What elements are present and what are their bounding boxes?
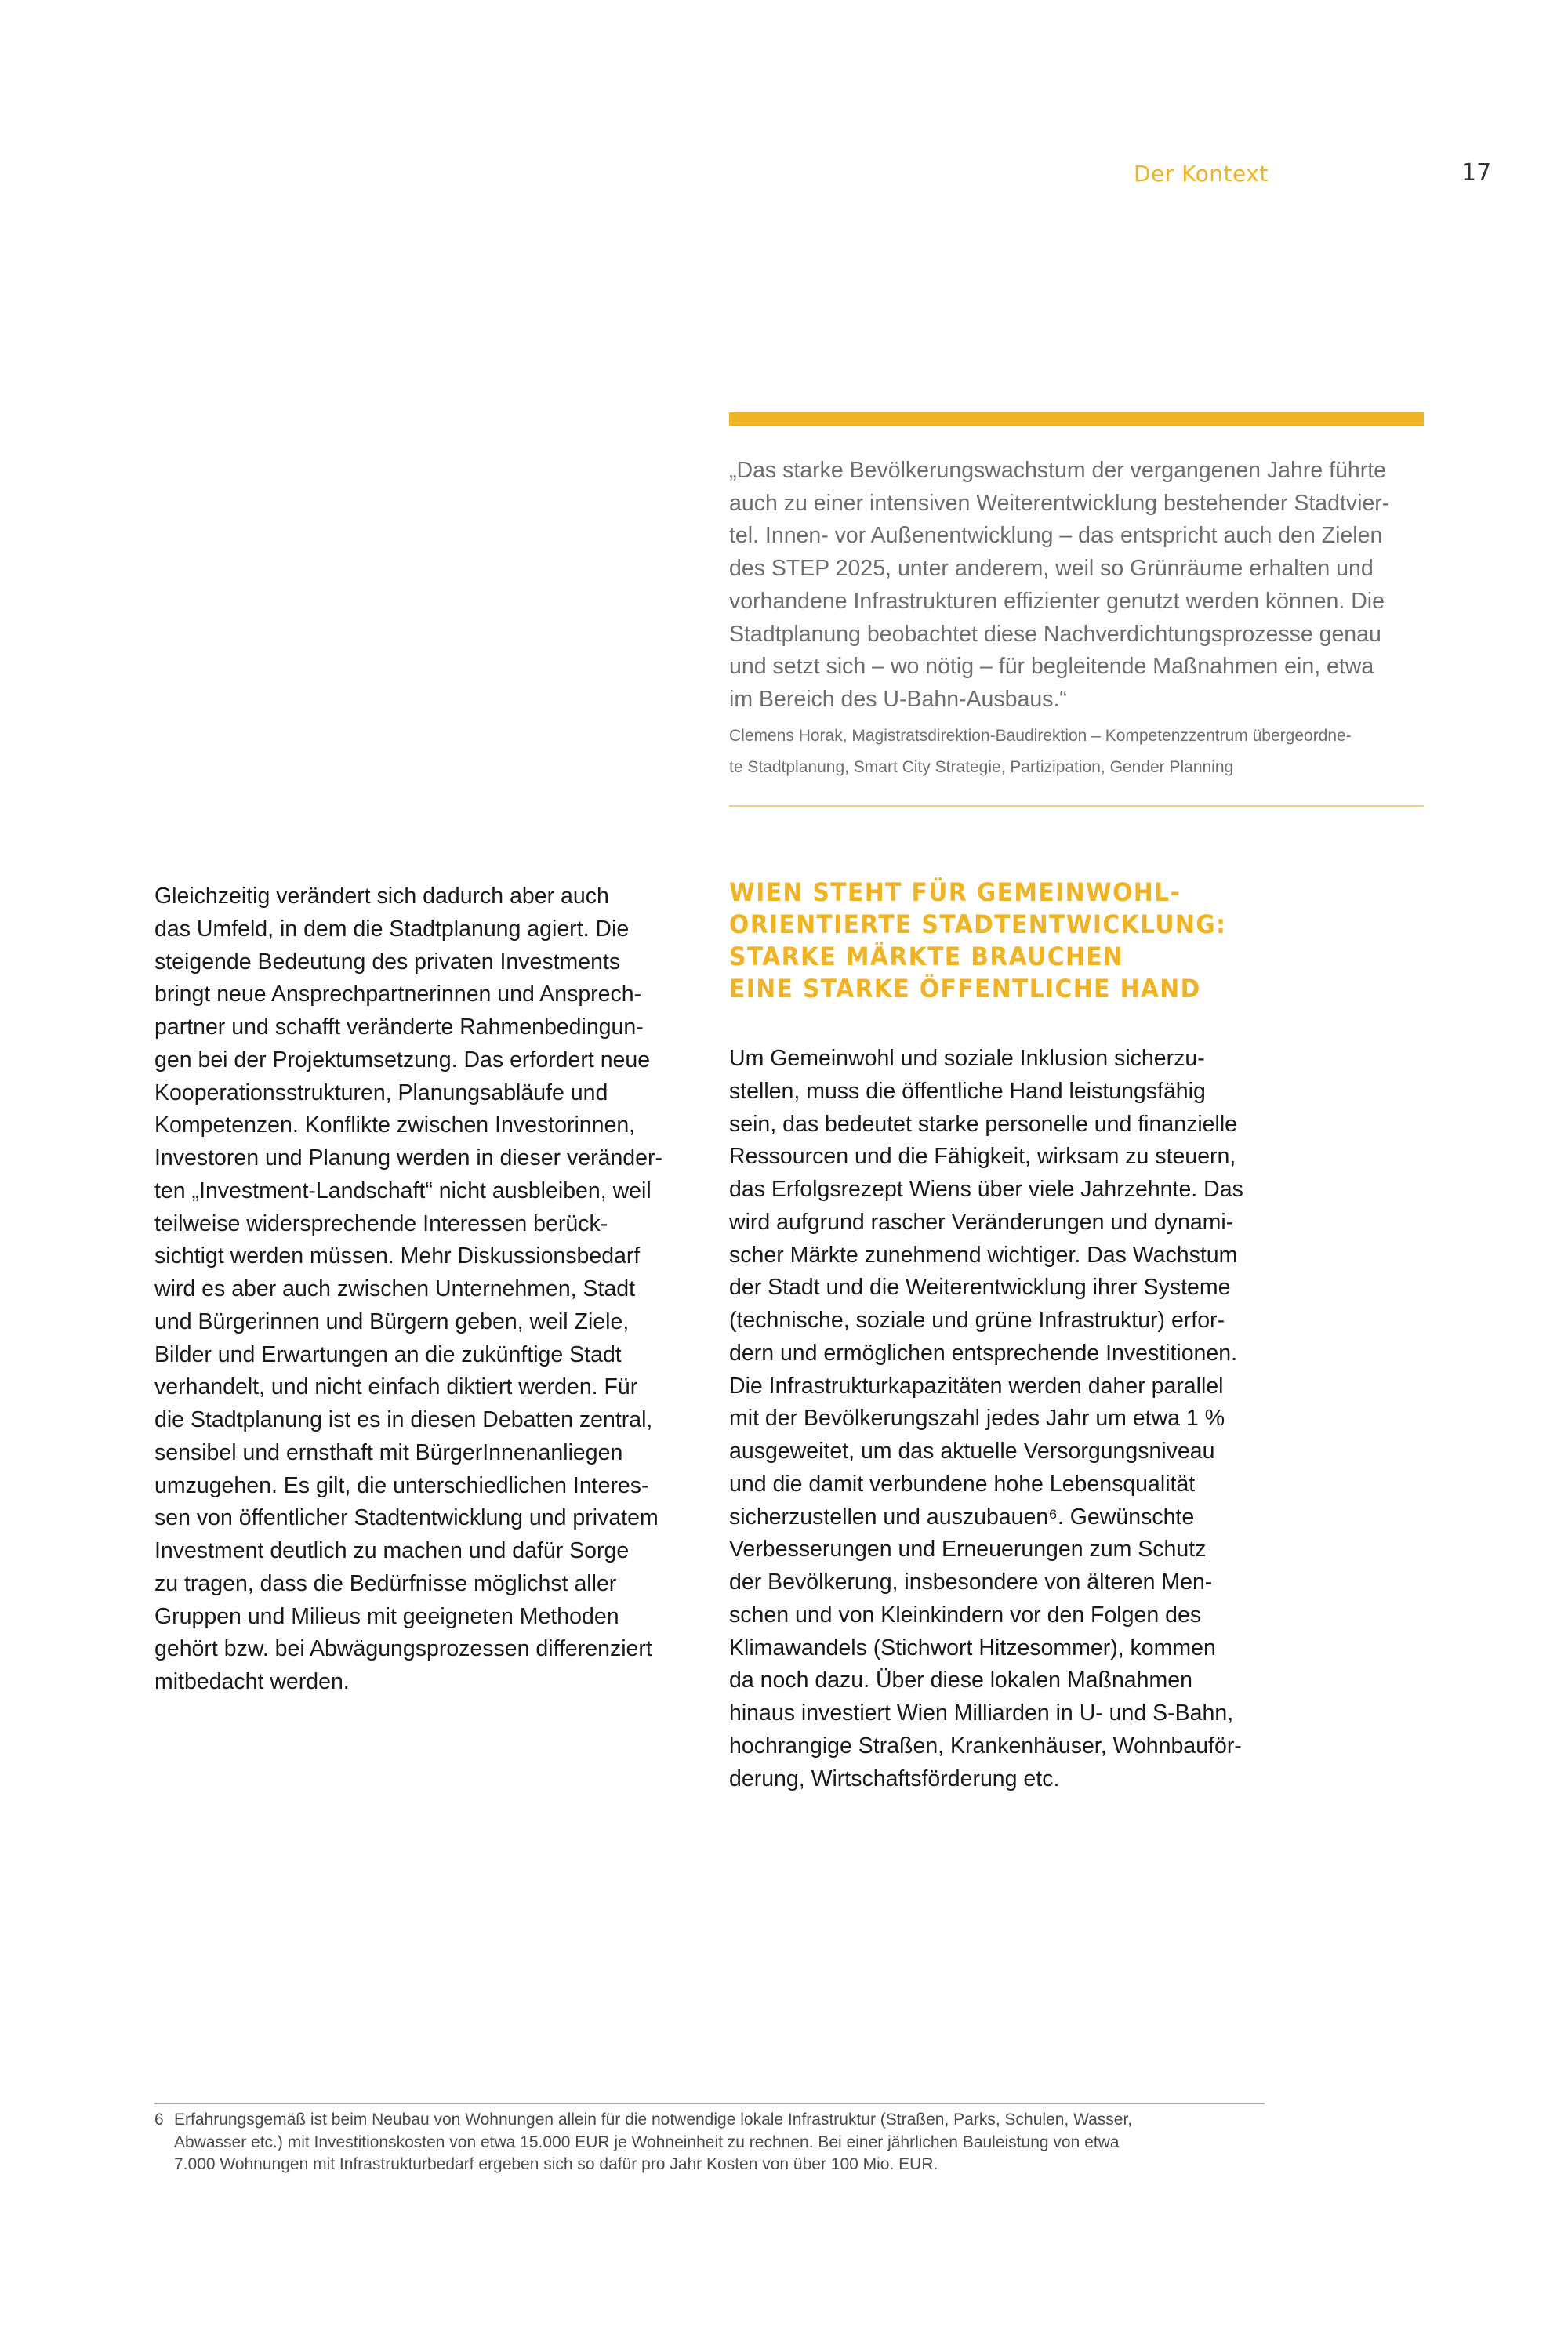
body-line: dern und ermöglichen entsprechende Investitionen. [729, 1340, 1238, 1366]
body-line: der Stadt und die Weiterentwicklung ihrer Systeme [729, 1275, 1231, 1301]
body-line: sein, das bedeutet starke personelle und finanzielle [729, 1111, 1238, 1137]
body-line: Gleichzeitig verändert sich dadurch aber auch [154, 884, 609, 909]
body-line: zu tragen, dass die Bedürfnisse möglichst aller [154, 1570, 617, 1596]
body-line: bringt neue Ansprechpartnerinnen und Ansprech- [154, 982, 642, 1007]
heading-line: WIEN STEHT FÜR GEMEINWOHL- [729, 877, 1181, 907]
heading-line: EINE STARKE ÖFFENTLICHE HAND [729, 974, 1201, 1004]
body-line: das Umfeld, in dem die Stadtplanung agiert. Die [154, 916, 630, 942]
quote-line: auch zu einer intensiven Weiterentwicklung bestehender Stadtvier- [729, 490, 1390, 516]
quote-line: Stadtplanung beobachtet diese Nachverdichtungsprozesse genau [729, 621, 1381, 647]
quote-line: und setzt sich – wo nötig – für begleitende Maßnahmen ein, etwa [729, 654, 1374, 680]
body-line: schen und von Kleinkindern vor den Folgen des [729, 1602, 1202, 1628]
body-line: scher Märkte zunehmend wichtiger. Das Wachstum [729, 1242, 1238, 1268]
body-line: ten „Investment-Landschaft“ nicht ausbleiben, weil [154, 1178, 652, 1203]
quote-line: im Bereich des U-Bahn-Ausbaus.“ [729, 686, 1067, 712]
body-line: gehört bzw. bei Abwägungsprozessen differenziert [154, 1636, 652, 1662]
body-line: teilweise widersprechende Interessen berück- [154, 1210, 608, 1236]
body-line: mitbedacht werden. [154, 1669, 350, 1694]
body-line: wird aufgrund rascher Veränderungen und dynami- [729, 1209, 1234, 1235]
body-line: Ressourcen und die Fähigkeit, wirksam zu steuern, [729, 1144, 1236, 1170]
body-line: hochrangige Straßen, Krankenhäuser, Wohnbauför- [729, 1733, 1242, 1759]
quote-attribution [729, 720, 1435, 783]
body-line: umzugehen. Es gilt, die unterschiedlichen Interes- [154, 1472, 649, 1498]
footnote-number: 6 [154, 2111, 164, 2129]
body-line: Klimawandels (Stichwort Hitzesommer), kommen [729, 1635, 1216, 1661]
body-line: Investoren und Planung werden in dieser veränder- [154, 1145, 662, 1171]
body-line: da noch dazu. Über diese lokalen Maßnahmen [729, 1668, 1192, 1693]
page-number: 17 [1461, 159, 1492, 187]
body-line: Kooperationsstrukturen, Planungsabläufe und [154, 1080, 608, 1105]
quote-line: tel. Innen- vor Außenentwicklung – das entspricht auch den Zielen [729, 523, 1383, 549]
body-line: und Bürgerinnen und Bürgern geben, weil Ziele, [154, 1308, 630, 1334]
quote-line: vorhandene Infrastrukturen effizienter genutzt werden können. Die [729, 588, 1385, 614]
body-line: Kompetenzen. Konflikte zwischen Investorinnen, [154, 1112, 636, 1138]
footnote-divider [154, 2103, 1265, 2104]
body-line: sichtigt werden müssen. Mehr Diskussionsbedarf [154, 1243, 641, 1269]
body-line: Bilder und Erwartungen an die zukünftige Stadt [154, 1341, 622, 1367]
heading-line: ORIENTIERTE STADTENTWICKLUNG: [729, 909, 1227, 939]
attribution-line: te Stadtplanung, Smart City Strategie, Partizipation, Gender Planning [729, 758, 1234, 776]
body-line: steigende Bedeutung des privaten Investments [154, 949, 621, 975]
body-line: ausgeweitet, um das aktuelle Versorgungsniveau [729, 1439, 1215, 1464]
section-heading [729, 877, 1385, 1005]
body-line: die Stadtplanung ist es in diesen Debatten zentral, [154, 1407, 653, 1432]
quote-line: „Das starke Bevölkerungswachstum der vergangenen Jahre führte [729, 458, 1387, 483]
quote-line: des STEP 2025, unter anderem, weil so Grünräume erhalten und [729, 556, 1374, 582]
body-line: partner und schafft veränderte Rahmenbedingun- [154, 1014, 644, 1040]
body-line: mit der Bevölkerungszahl jedes Jahr um etwa 1 % [729, 1406, 1225, 1432]
body-line: das Erfolgsrezept Wiens über viele Jahrzehnte. Das [729, 1177, 1243, 1202]
body-line: stellen, muss die öffentliche Hand leistungsfähig [729, 1078, 1206, 1104]
footnote-line: Abwasser etc.) mit Investitionskosten von etwa 15.000 EUR je Wohneinheit zu rechnen. Bei einer jährlichen Bauleistung von etwa [174, 2132, 1120, 2151]
heading-line: STARKE MÄRKTE BRAUCHEN [729, 942, 1124, 971]
body-line: wird es aber auch zwischen Unternehmen, Stadt [154, 1276, 636, 1301]
quote-accent-bar [729, 412, 1424, 426]
attribution-line: Clemens Horak, Magistratsdirektion-Baudirektion – Kompetenzzentrum übergeordne- [729, 727, 1352, 745]
running-header-section: Der Kontext [1134, 161, 1269, 187]
body-line: sicherzustellen und auszubauen⁶. Gewünschte [729, 1504, 1195, 1530]
footnote-line: Erfahrungsgemäß ist beim Neubau von Wohnungen allein für die notwendige lokale Infrastruktur (Straßen, Parks, Schulen, Wasser, [174, 2111, 1133, 2129]
body-line: Verbesserungen und Erneuerungen zum Schutz [729, 1537, 1207, 1563]
body-line: und die damit verbundene hohe Lebensqualität [729, 1471, 1196, 1497]
body-line: der Bevölkerung, insbesondere von älteren Men- [729, 1570, 1213, 1595]
body-line: sensibel und ernsthaft mit BürgerInnenanliegen [154, 1439, 623, 1465]
footnote-line: 7.000 Wohnungen mit Infrastrukturbedarf ergeben sich so dafür pro Jahr Kosten von über 100 Mio. EUR. [174, 2155, 938, 2173]
left-column-body [154, 880, 703, 1699]
pull-quote [729, 455, 1435, 717]
body-line: gen bei der Projektumsetzung. Das erfordert neue [154, 1047, 651, 1073]
quote-divider [729, 805, 1424, 807]
body-line: hinaus investiert Wien Milliarden in U- und S-Bahn, [729, 1700, 1234, 1726]
body-line: Um Gemeinwohl und soziale Inklusion sicherzu- [729, 1046, 1205, 1071]
body-line: verhandelt, und nicht einfach diktiert werden. Für [154, 1374, 638, 1400]
footnote-text [174, 2109, 1132, 2176]
body-line: (technische, soziale und grüne Infrastruktur) erfor- [729, 1308, 1225, 1333]
body-line: sen von öffentlicher Stadtentwicklung und privatem [154, 1505, 659, 1531]
body-line: Investment deutlich zu machen und dafür Sorge [154, 1538, 630, 1563]
right-column-body [729, 1043, 1356, 1795]
body-line: Die Infrastrukturkapazitäten werden daher parallel [729, 1373, 1224, 1399]
body-line: Gruppen und Milieus mit geeigneten Methoden [154, 1603, 619, 1629]
body-line: derung, Wirtschaftsförderung etc. [729, 1766, 1060, 1791]
